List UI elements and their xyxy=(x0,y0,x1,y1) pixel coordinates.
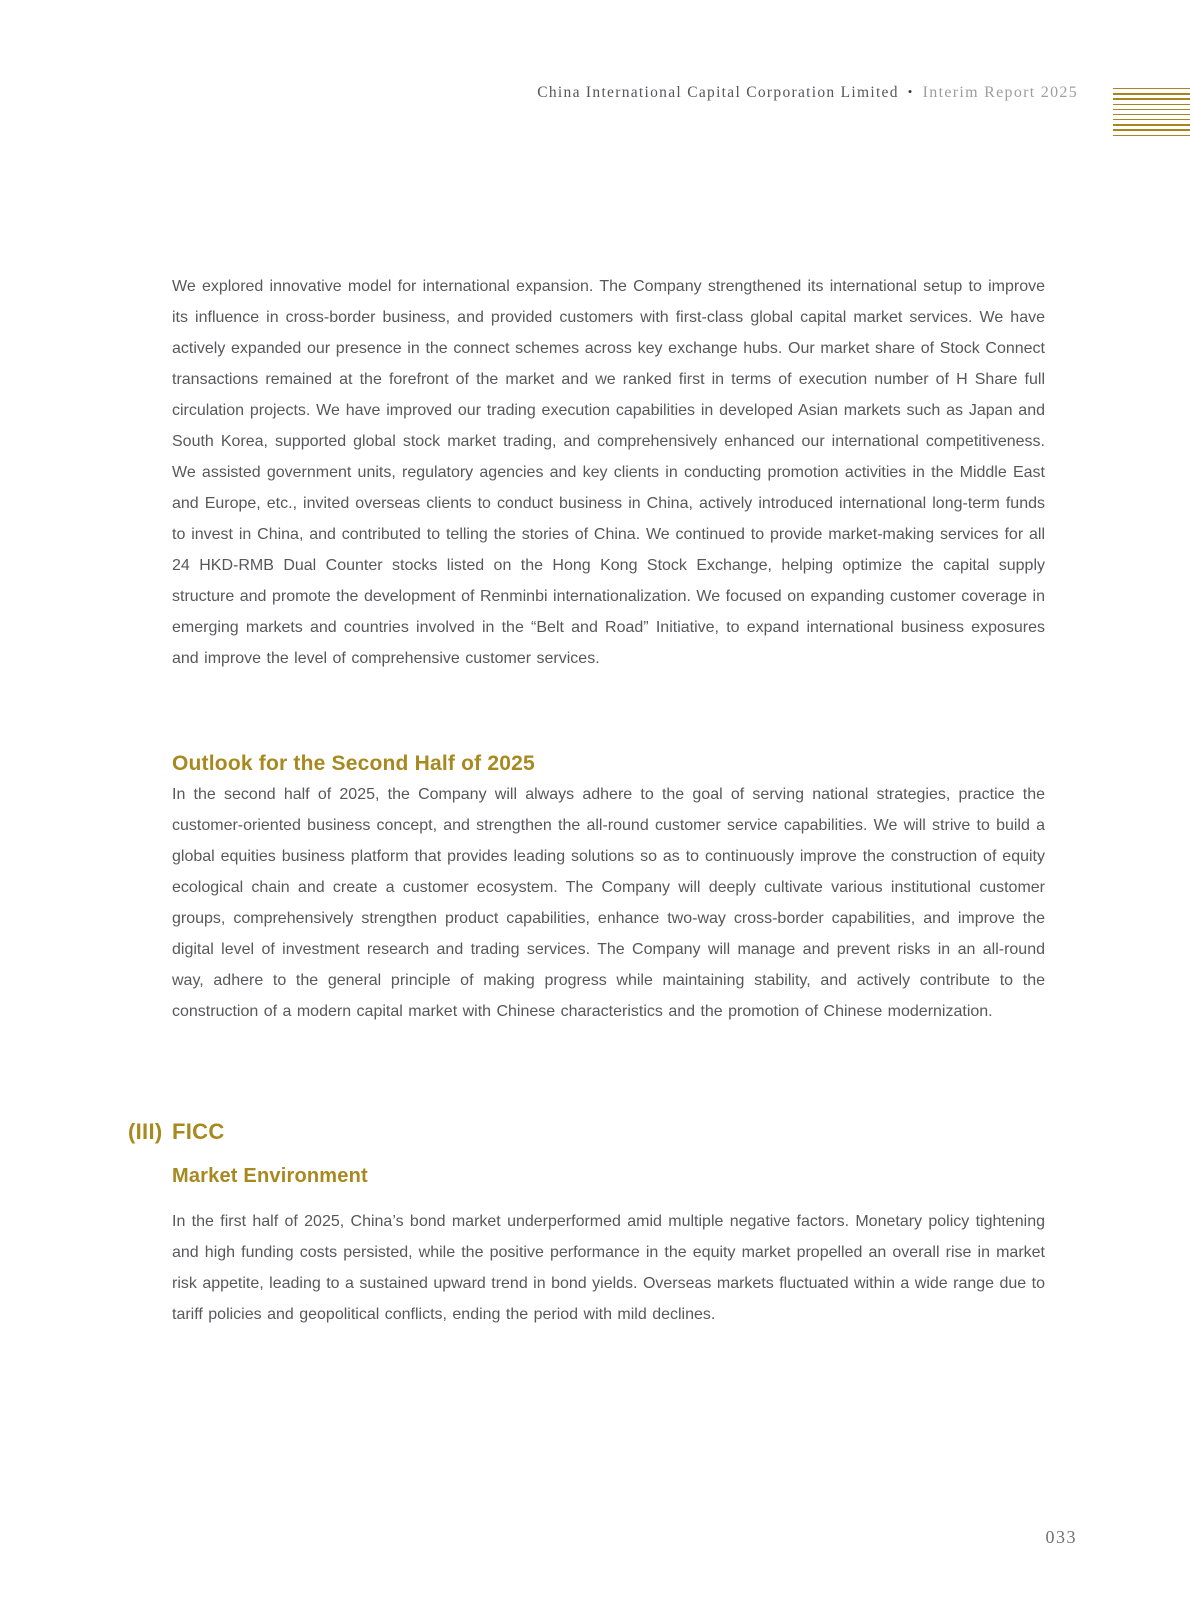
gold-stripes-logo-icon xyxy=(1113,88,1190,136)
page-header xyxy=(537,84,1078,102)
header-report-title: Interim Report 2025 xyxy=(922,84,1078,101)
heading-outlook-second-half: Outlook for the Second Half of 2025 xyxy=(172,752,535,775)
header-separator-dot: • xyxy=(907,84,914,99)
page-number: 033 xyxy=(1045,1527,1077,1547)
heading-ficc-label: FICC xyxy=(172,1119,225,1144)
heading-ficc-section xyxy=(128,1119,225,1145)
header-company-name: China International Capital Corporation Limited xyxy=(537,84,899,101)
paragraph-outlook: In the second half of 2025, the Company will always adhere to the goal of serving national strategies, practice the customer-oriented business concept, and strengthen the all-round customer service capabilities. We will strive to build a global equities business platform that provides leading solutions so as to continuously improve the construction of equity ecological chain and create a customer ecosystem. The Company will deeply cultivate various institutional customer groups, comprehensively strengthen product capabilities, enhance two-way cross-border capabilities, and improve the digital level of investment research and trading services. The Company will manage and prevent risks in an all-round way, adhere to the general principle of making progress while maintaining stability, and actively contribute to the construction of a modern capital market with Chinese characteristics and the promotion of Chinese modernization. xyxy=(172,786,1045,1020)
heading-market-environment: Market Environment xyxy=(172,1165,368,1187)
paragraph-market-environment: In the first half of 2025, China’s bond market underperformed amid multiple negative factors. Monetary policy tightening and high funding costs persisted, while the positive performance in the equity market propelled an overall rise in market risk appetite, leading to a sustained upward trend in bond yields. Overseas markets fluctuated within a wide range due to tariff policies and geopolitical conflicts, ending the period with mild declines. xyxy=(172,1213,1045,1323)
paragraph-international-expansion: We explored innovative model for international expansion. The Company strengthened its international setup to improve its influence in cross-border business, and provided customers with first-class global capital market services. We have actively expanded our presence in the connect schemes across key exchange hubs. Our market share of Stock Connect transactions remained at the forefront of the market and we ranked first in terms of execution number of H Share full circulation projects. We have improved our trading execution capabilities in developed Asian markets such as Japan and South Korea, supported global stock market trading, and comprehensively enhanced our international competitiveness. We assisted government units, regulatory agencies and key clients in conducting promotion activities in the Middle East and Europe, etc., invited overseas clients to conduct business in China, actively introduced international long-term funds to invest in China, and contributed to telling the stories of China. We continued to provide market-making services for all 24 HKD-RMB Dual Counter stocks listed on the Hong Kong Stock Exchange, helping optimize the capital supply structure and promote the development of Renminbi internationalization. We focused on expanding customer coverage in emerging markets and countries involved in the “Belt and Road” Initiative, to expand international business exposures and improve the level of comprehensive customer services. xyxy=(172,278,1045,667)
section-number-marker: (III) xyxy=(128,1119,163,1144)
